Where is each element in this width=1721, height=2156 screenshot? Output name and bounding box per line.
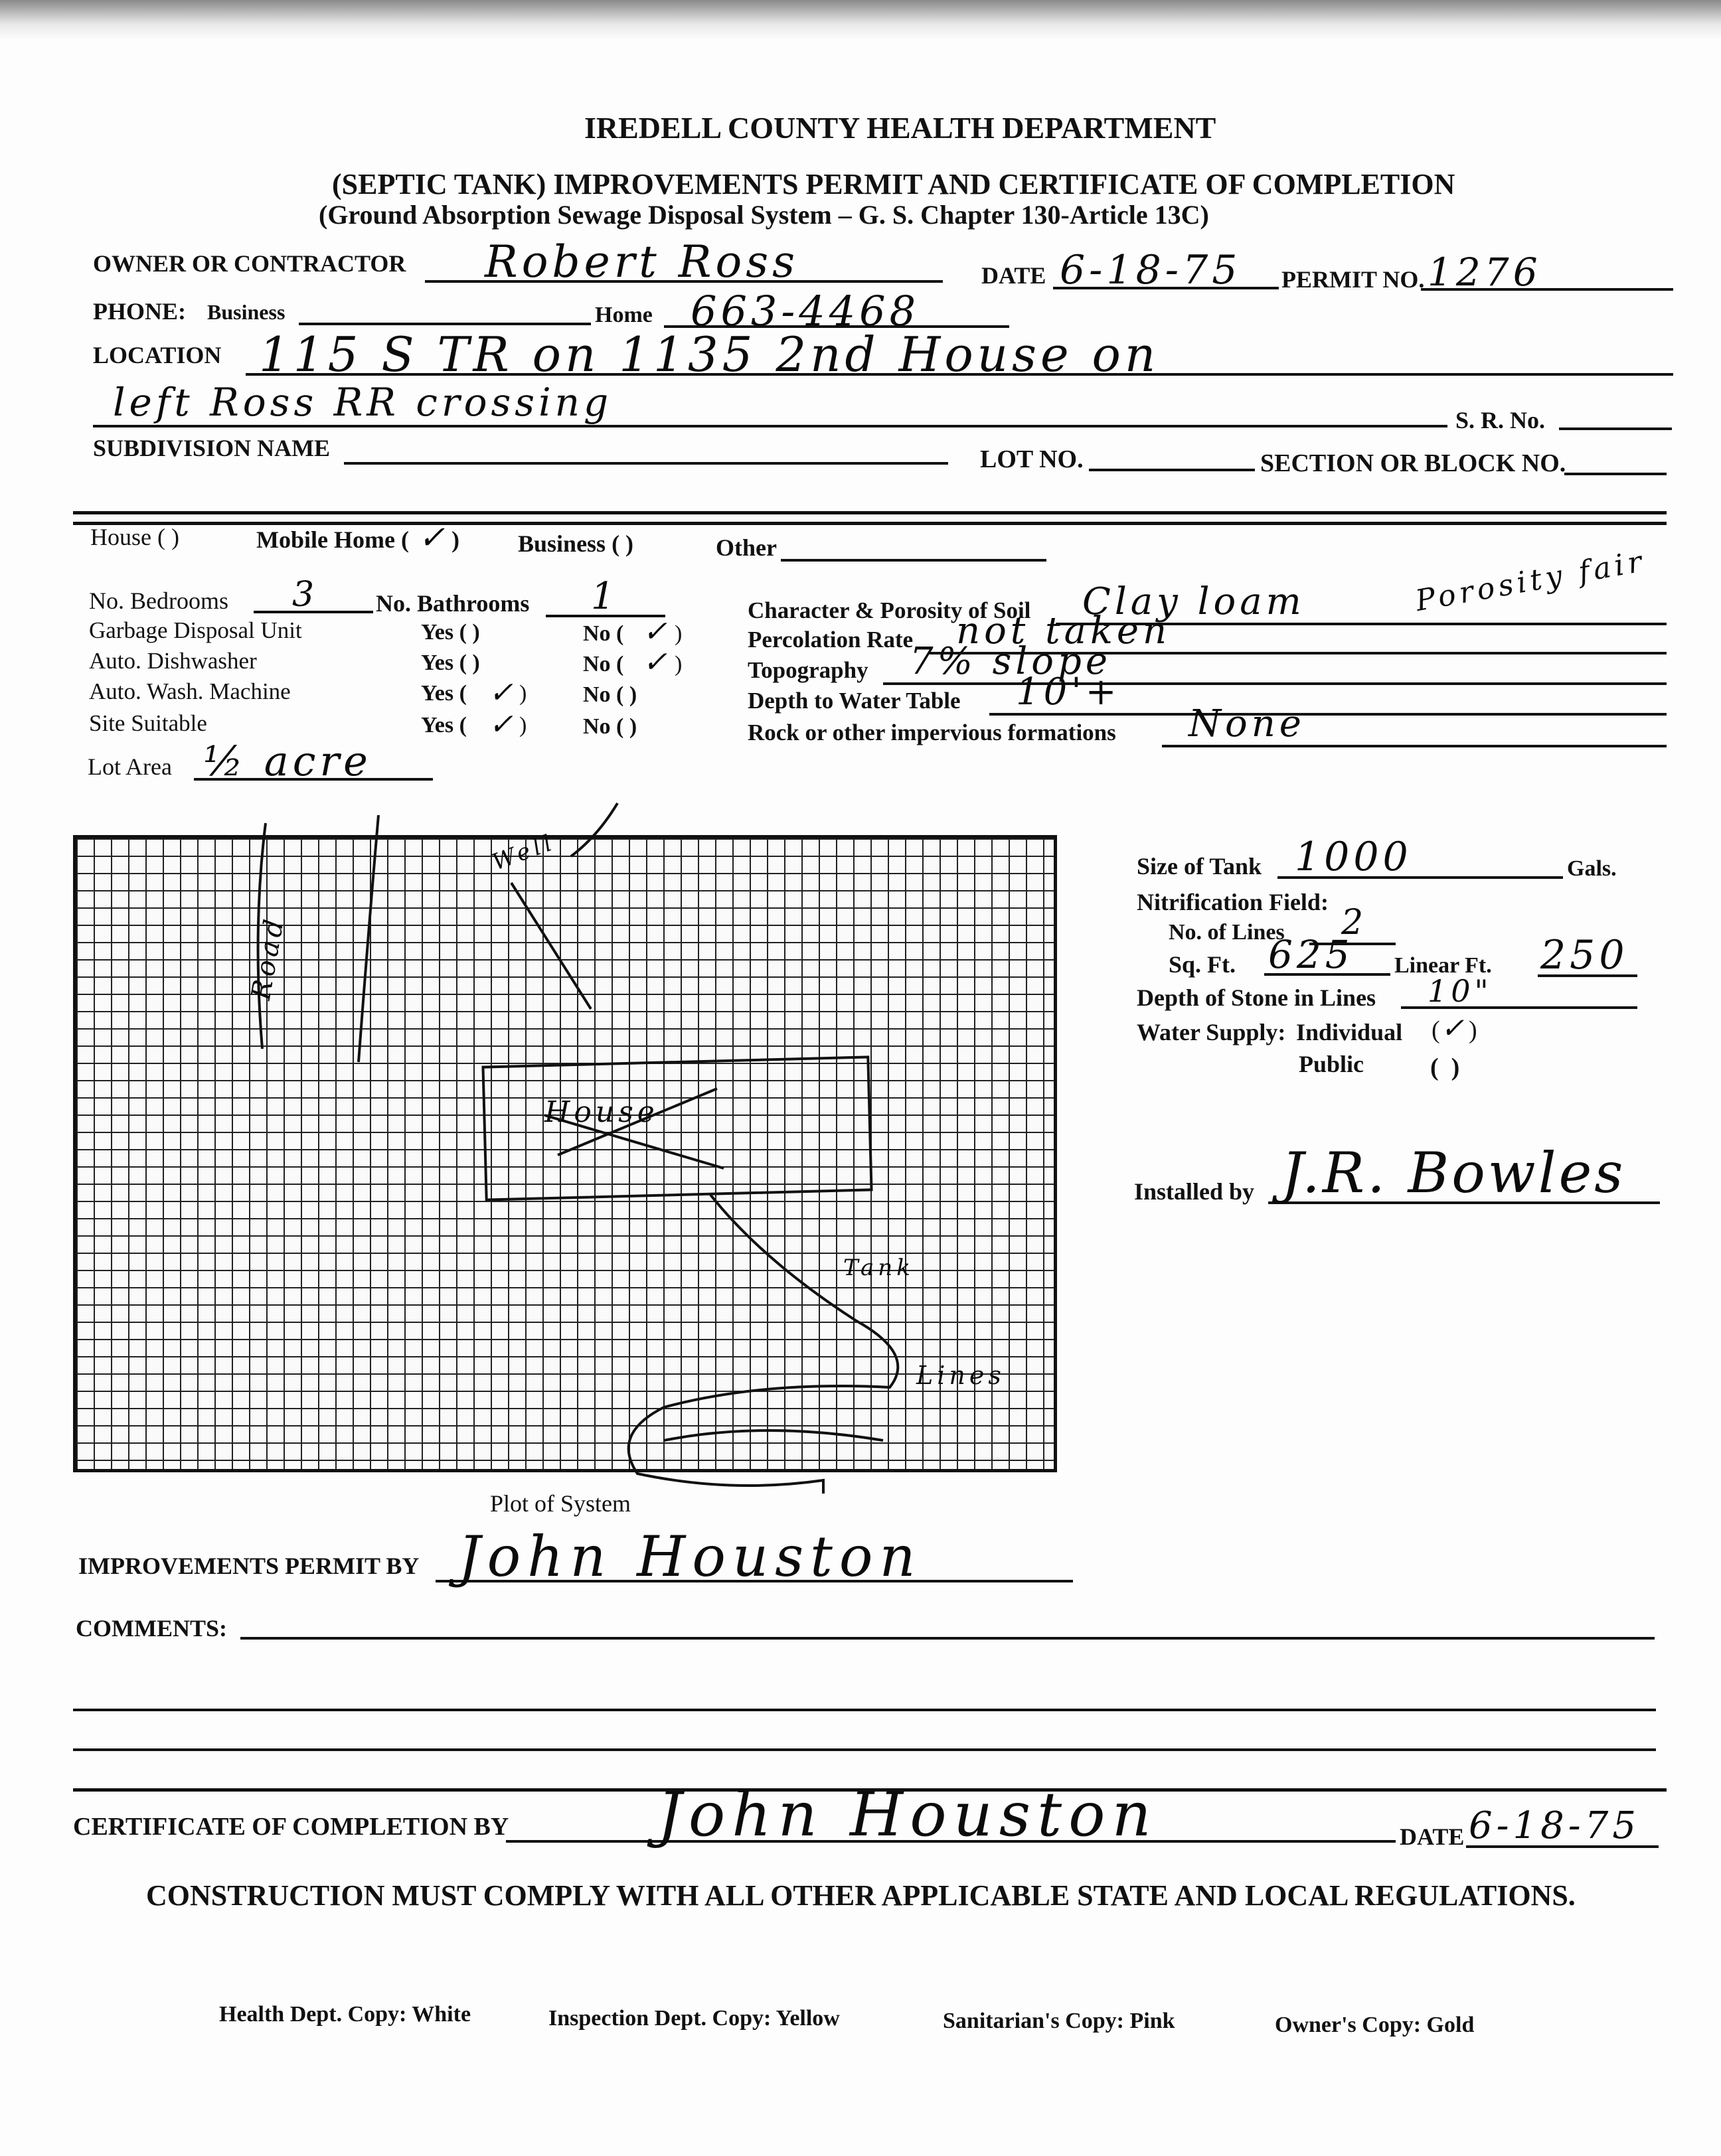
- permit-value: 1276: [1428, 250, 1542, 295]
- porosity-note: Porosity fair: [1413, 544, 1649, 619]
- checklist-close: ): [519, 681, 527, 706]
- date-label: DATE: [981, 262, 1046, 289]
- nitrification-label: Nitrification Field:: [1137, 889, 1329, 915]
- checklist-no: No ( ): [583, 714, 637, 739]
- plot-note-tank: Tank: [843, 1255, 914, 1281]
- checklist-no: No (: [583, 652, 624, 676]
- checklist-yes: Yes (: [421, 681, 467, 706]
- location-label: LOCATION: [93, 342, 222, 368]
- owner-label: OWNER OR CONTRACTOR: [93, 250, 406, 277]
- compliance-notice: CONSTRUCTION MUST COMPLY WITH ALL OTHER APPLICABLE STATE AND LOCAL REGULATIONS.: [146, 1879, 1576, 1912]
- certificate-date-value: 6-18-75: [1469, 1804, 1640, 1847]
- phone-home-value: 663-4468: [691, 287, 920, 335]
- checklist-no: No ( ): [583, 682, 637, 707]
- checklist-check: ✓: [643, 645, 671, 679]
- sr-no-label: S. R. No.: [1455, 407, 1546, 433]
- soil-field-value: Clay loam: [1082, 580, 1305, 623]
- sqft-value: 625: [1268, 932, 1354, 977]
- phone-business-label: Business: [207, 300, 286, 324]
- lines-value: 2: [1341, 903, 1368, 943]
- lot-area-value: ½ acre: [203, 737, 372, 785]
- checklist-row-label: Auto. Dishwasher: [89, 648, 257, 674]
- water-individual-open: (: [1432, 1016, 1440, 1044]
- lines-label: No. of Lines: [1169, 920, 1285, 945]
- checklist-row-label: Auto. Wash. Machine: [89, 678, 291, 704]
- checklist-close: ): [675, 621, 683, 646]
- improvements-permit-signature: John Houston: [458, 1524, 922, 1589]
- location-value-2: left Ross RR crossing: [113, 380, 613, 425]
- comments-line-1: [240, 1637, 1655, 1640]
- linear-ft-label: Linear Ft.: [1394, 953, 1492, 978]
- certificate-signature: John Houston: [657, 1779, 1158, 1850]
- checklist-yes: Yes (: [421, 713, 467, 737]
- bathrooms-label: No. Bathrooms: [376, 590, 530, 617]
- bedrooms-label: No. Bedrooms: [89, 587, 228, 614]
- phone-label: PHONE:: [93, 298, 186, 325]
- comments-line-2: [73, 1709, 1656, 1711]
- tank-size-value: 1000: [1295, 834, 1412, 880]
- improvements-permit-label: IMPROVEMENTS PERMIT BY: [78, 1553, 420, 1579]
- soil-field-label: Topography: [748, 657, 868, 683]
- soil-field-label: Depth to Water Table: [748, 688, 961, 714]
- soil-field-value: 10'+: [1016, 670, 1121, 714]
- stone-depth-label: Depth of Stone in Lines: [1137, 984, 1376, 1011]
- soil-field-value: None: [1188, 702, 1305, 745]
- water-individual-label: Individual: [1296, 1019, 1403, 1045]
- sqft-label: Sq. Ft.: [1169, 951, 1236, 978]
- checklist-row-label: Garbage Disposal Unit: [89, 617, 302, 643]
- water-public-label: Public: [1299, 1051, 1364, 1077]
- checklist-no: No (: [583, 621, 624, 646]
- business-option: Business ( ): [518, 530, 634, 557]
- copy-yellow: Inspection Dept. Copy: Yellow: [548, 2006, 840, 2031]
- house-option: House ( ): [90, 524, 179, 550]
- lot-area-label: Lot Area: [88, 753, 172, 780]
- document-title: (SEPTIC TANK) IMPROVEMENTS PERMIT AND CERTIFICATE OF COMPLETION: [332, 168, 1455, 200]
- document-subtitle: (Ground Absorption Sewage Disposal System – G. S. Chapter 130-Article 13C): [319, 200, 1209, 230]
- bathrooms-value: 1: [591, 575, 619, 618]
- plot-note-lines: Lines: [916, 1361, 1005, 1390]
- copy-pink: Sanitarian's Copy: Pink: [943, 2009, 1175, 2033]
- plot-label: Plot of System: [490, 1490, 631, 1517]
- checklist-check: ✓: [643, 615, 671, 649]
- comments-label: COMMENTS:: [76, 1615, 227, 1642]
- checklist-check: ✓: [489, 676, 517, 710]
- tank-size-label: Size of Tank: [1137, 853, 1262, 880]
- location-value-1: 115 S TR on 1135 2nd House on: [259, 327, 1160, 382]
- plot-note-well: Well: [489, 828, 559, 876]
- checklist-close: ): [675, 652, 683, 676]
- installed-by-label: Installed by: [1134, 1178, 1255, 1205]
- water-public-box: ( ): [1430, 1053, 1460, 1081]
- other-option: Other: [716, 534, 777, 561]
- plot-note-road: Road: [246, 913, 291, 1002]
- checklist-close: ): [519, 713, 527, 737]
- soil-field-value: not taken: [956, 609, 1171, 653]
- soil-field-label: Percolation Rate: [748, 627, 914, 653]
- checklist-yes: Yes ( ): [421, 620, 480, 645]
- water-individual-close: ): [1469, 1016, 1477, 1044]
- gals-label: Gals.: [1567, 856, 1617, 881]
- mobile-home-option: Mobile Home (: [256, 526, 409, 553]
- installed-by-signature: J.R. Bowles: [1281, 1140, 1626, 1205]
- stone-depth-value: 10": [1428, 973, 1493, 1009]
- soil-field-label: Character & Porosity of Soil: [748, 597, 1031, 623]
- soil-field-label: Rock or other impervious formations: [748, 720, 1116, 745]
- copy-white: Health Dept. Copy: White: [219, 2002, 471, 2027]
- subdivision-label: SUBDIVISION NAME: [93, 435, 331, 461]
- department-heading: IREDELL COUNTY HEALTH DEPARTMENT: [584, 111, 1216, 145]
- permit-label: PERMIT NO.: [1281, 266, 1425, 293]
- water-individual-check: ✓: [1441, 1012, 1469, 1044]
- plot-note-house: House: [544, 1095, 659, 1129]
- owner-value: Robert Ross: [485, 236, 799, 287]
- copy-gold: Owner's Copy: Gold: [1275, 2013, 1475, 2037]
- mobile-home-check: ✓: [418, 519, 450, 556]
- checklist-row-label: Site Suitable: [89, 710, 207, 736]
- date-value: 6-18-75: [1060, 247, 1242, 293]
- linear-ft-value: 250: [1540, 932, 1629, 978]
- certificate-date-label: DATE: [1400, 1823, 1465, 1850]
- section-label: SECTION OR BLOCK NO.: [1260, 449, 1566, 477]
- mobile-home-close: ): [451, 526, 459, 553]
- checklist-yes: Yes ( ): [421, 651, 480, 675]
- comments-line-3: [73, 1748, 1656, 1751]
- bedrooms-value: 3: [292, 575, 319, 615]
- soil-field-value: 7% slope: [910, 640, 1111, 683]
- lot-no-label: LOT NO.: [980, 445, 1084, 473]
- phone-home-label: Home: [595, 303, 653, 327]
- checklist-check: ✓: [489, 708, 517, 741]
- certificate-label: CERTIFICATE OF COMPLETION BY: [73, 1813, 509, 1841]
- water-supply-label: Water Supply:: [1137, 1019, 1286, 1045]
